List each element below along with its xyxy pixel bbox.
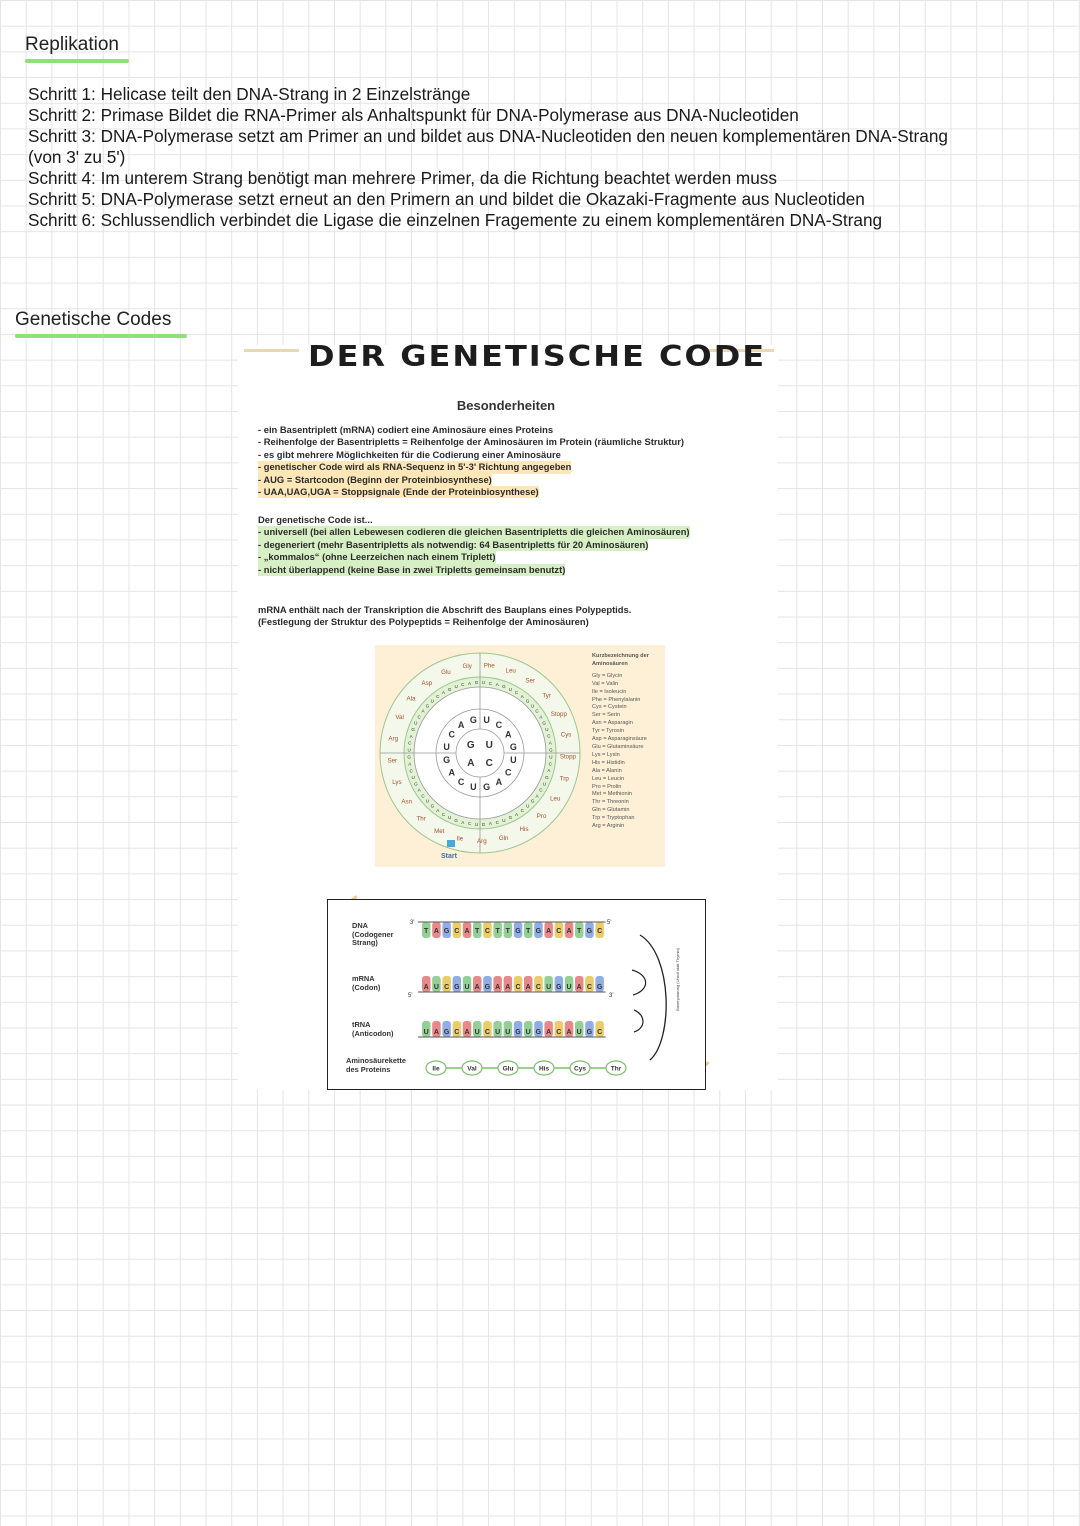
wheel-amino-label: His [519, 826, 529, 834]
code-wheel [375, 645, 585, 867]
wheel-base-inner: U [485, 739, 493, 751]
side-note: Basenpaarung (Uracil statt Thymin) [675, 948, 680, 1011]
list-item: - Reihenfolge der Basentripletts = Reihenfolge der Aminosäuren im Protein (räumliche Struktur) [258, 436, 685, 448]
legend-entry: Trp = Tryptophan [592, 815, 635, 822]
wheel-amino-label: Cys [560, 731, 572, 739]
trna-letter: G [535, 1029, 542, 1036]
code-sun-diagram [375, 645, 665, 867]
amino-acid-label: His [538, 1065, 550, 1073]
trna-letter: C [454, 1029, 460, 1036]
amino-acid-label: Ile [432, 1065, 440, 1073]
mrna-end-3: 3' [609, 993, 614, 999]
wheel-base-third: U [502, 817, 506, 823]
wheel-amino-label: Arg [388, 735, 399, 743]
mrna-letter: C [586, 984, 592, 991]
wheel-base-third: A [409, 733, 413, 739]
list-title: Der genetische Code ist... [258, 514, 373, 525]
wheel-amino-label: Pro [536, 812, 547, 820]
wheel-base-third: U [414, 720, 418, 726]
arrow-curve [634, 1010, 643, 1032]
wheel-base-third: C [535, 708, 539, 714]
wheel-base-third: U [430, 698, 434, 704]
wheel-base-second: U [483, 715, 490, 726]
wheel-base-third: G [430, 803, 435, 809]
wheel-base-second: G [469, 715, 477, 726]
wheel-base-second: U [470, 781, 477, 792]
wheel-base-third: G [474, 680, 479, 686]
wheel-amino-label: Ser [387, 757, 398, 765]
step-line: Schritt 1: Helicase teilt den DNA-Strang in 2 Einzelstränge [28, 84, 471, 104]
wheel-amino-label: Stopp [559, 753, 577, 761]
legend-entry: Ile = Isoleucin [592, 688, 627, 695]
sheet-title: DER GENETISCHE CODE [308, 338, 767, 374]
wheel-base-third: C [547, 733, 551, 739]
mrna-letter: A [474, 984, 480, 991]
dna-letter: T [577, 928, 582, 935]
step-line: Schritt 6: Schlussendlich verbindet die Ligase die einzelnen Fragemente zu einem komplementären DNA-Strang [28, 210, 883, 230]
wheel-base-third: U [407, 747, 411, 753]
wheel-base-third: G [411, 727, 415, 733]
dna-letter: T [475, 928, 480, 935]
list-item: - es gibt mehrere Möglichkeiten für die Codierung einer Aminosäure [258, 448, 561, 460]
mrna-letter: G [596, 984, 603, 991]
amino-chain-label: Aminosäurekette des Proteins [346, 1056, 406, 1074]
wheel-base-third: U [542, 781, 546, 787]
mrna-paragraph [258, 604, 631, 629]
start-marker [447, 840, 455, 847]
wheel-base-third: U [425, 798, 430, 804]
trna-letter: C [556, 1029, 562, 1036]
legend-entry: Thr = Threonin [592, 799, 629, 806]
wheel-base-third: A [539, 714, 543, 720]
wheel-base-inner: C [485, 758, 493, 770]
legend-entry: Ala = Alanin [592, 767, 622, 774]
arrow-curve [632, 970, 646, 995]
legend-entry: Ser = Serin [592, 712, 621, 719]
mrna-letter: A [423, 984, 429, 991]
trna-letter: U [474, 1029, 480, 1036]
wheel-base-second: C [495, 720, 503, 731]
trna-letter: C [597, 1029, 603, 1036]
wheel-base-second: G [509, 741, 517, 752]
dna-label: DNA (Codogener Strang) [352, 921, 394, 947]
dna-letter: C [556, 928, 562, 935]
wheel-base-third: U [454, 684, 458, 690]
wheel-base-third: G [549, 747, 553, 753]
legend-entry: Leu = Leucin [592, 775, 625, 782]
list-item: - AUG = Startcodon (Beginn der Proteinbiosynthese) [258, 473, 492, 485]
legend-entry: Gln = Glutamin [592, 807, 630, 814]
mrna-letter: C [444, 984, 450, 991]
trna-letter: G [515, 1029, 521, 1036]
wheel-base-third: A [461, 819, 465, 825]
list-item: - „kommalos“ (ohne Leerzeichen nach einem Triplett) [258, 551, 496, 563]
mrna-letter: A [495, 984, 501, 991]
wheel-amino-label: Phe [483, 662, 495, 670]
wheel-base-third: G [425, 703, 430, 709]
wheel-base-second: A [495, 776, 503, 787]
wheel-base-third: G [414, 781, 418, 787]
wheel-amino-label: Stopp [550, 710, 567, 718]
wheel-base-third: G [502, 684, 506, 690]
wheel-base-third: A [535, 793, 539, 799]
wheel-base-third: G [481, 821, 486, 827]
dna-letter: T [424, 928, 429, 935]
wheel-base-third: C [514, 690, 519, 696]
trna-letter: G [586, 1029, 593, 1036]
wheel-amino-label: Glu [441, 668, 451, 676]
wheel-amino-label: Ile [456, 835, 464, 843]
wheel-base-third: C [461, 682, 465, 688]
legend-entry: Met = Methionin [592, 791, 632, 798]
wheel-amino-label: Trp [559, 775, 569, 783]
amino-acid-label: Thr [610, 1065, 622, 1073]
wheel-amino-label: Thr [416, 815, 426, 823]
wheel-base-third: A [547, 768, 551, 774]
trna-letter: U [525, 1029, 531, 1036]
wheel-base-second: G [483, 781, 491, 792]
wheel-base-third: C [548, 761, 552, 767]
wheel-base-second: G [443, 755, 451, 766]
arrow-curve [640, 935, 666, 1060]
wheel-base-third: A [468, 680, 472, 686]
wheel-base-third: U [481, 680, 486, 686]
legend-entry: Pro = Prolin [592, 783, 622, 790]
wheel-amino-label: Tyr [542, 692, 551, 700]
mrna-letter: U [433, 984, 439, 991]
trna-letter: G [443, 1029, 450, 1036]
wheel-base-third: A [421, 708, 425, 714]
wheel-amino-label: Leu [505, 667, 516, 675]
wheel-base-third: U [411, 774, 415, 780]
list-item: - degeneriert (mehr Basentripletts als notwendig: 64 Basentripletts für 20 Aminosäuren) [258, 538, 649, 550]
trna-label: tRNA (Anticodon) [352, 1020, 394, 1038]
wheel-base-second: U [443, 741, 450, 752]
wheel-amino-label: Ser [525, 677, 536, 685]
legend-entry: Phe = Phenylalanin [592, 696, 641, 703]
amino-acid-label: Val [467, 1065, 477, 1073]
dna-letter: G [586, 928, 593, 935]
step-line: (von 3' zu 5') [28, 147, 126, 167]
dna-letter: T [495, 928, 500, 935]
wheel-base-third: U [448, 815, 452, 821]
mrna-letter: U [546, 984, 552, 991]
legend-entry: Asp = Asparaginsäure [592, 736, 647, 743]
wheel-base-third: C [467, 821, 472, 827]
dna-letter: C [597, 928, 603, 935]
list-item: - ein Basentriplett (mRNA) codiert eine Aminosäure eines Proteins [258, 424, 554, 435]
mrna-label: mRNA (Codon) [352, 974, 381, 992]
dna-letter: C [454, 928, 460, 935]
wheel-base-third: C [495, 819, 499, 825]
wheel-base-third: C [408, 740, 412, 746]
legend-entry: His = Histidin [592, 759, 625, 766]
wheel-base-third: A [436, 808, 440, 814]
wheel-base-third: U [545, 727, 549, 733]
list-item: - universell (bei allen Lebewesen codieren die gleichen Basentripletts die gleichen Aminosäuren) [258, 526, 690, 538]
wheel-amino-label: Ala [406, 695, 416, 703]
dna-end-5: 5' [607, 920, 612, 926]
mrna-letter: A [505, 984, 511, 991]
trna-letter: U [423, 1029, 429, 1036]
amino-acid-legend [592, 653, 656, 831]
wheel-base-second: A [505, 729, 512, 740]
wheel-base-third: C [539, 787, 543, 793]
wheel-center [456, 729, 504, 777]
wheel-base-third: U [508, 686, 512, 692]
dna-letter: A [566, 928, 572, 935]
wheel-amino-label: Val [395, 714, 404, 722]
mrna-letter: U [464, 984, 470, 991]
wheel-base-third: A [548, 740, 552, 746]
mrna-letter: G [556, 984, 562, 991]
dna-letter: T [505, 928, 510, 935]
wheel-base-third: C [409, 768, 413, 774]
legend-entry: Lys = Lysin [592, 751, 620, 758]
legend-entry: Glu = Glutaminsäure [592, 743, 644, 750]
dna-letter: G [535, 928, 542, 935]
start-label: Start [441, 853, 457, 860]
legend-title: Kurzbezeichnung der Aminosäuren [592, 653, 649, 667]
step-line: Schritt 5: DNA-Polymerase setzt erneut an den Primern an und bildet die Okazaki-Fragmente aus Nucleotiden [28, 189, 865, 209]
trna-letter: U [505, 1029, 511, 1036]
wheel-base-third: C [488, 680, 493, 686]
wheel-amino-label: Asn [401, 798, 413, 806]
dna-letter: A [433, 928, 439, 935]
transcription-diagram [327, 899, 706, 1090]
code-ist-list [258, 514, 690, 576]
dna-letter: C [484, 928, 490, 935]
besonderheiten-list [258, 424, 684, 498]
dna-letter: G [515, 928, 521, 935]
besonderheiten-title: Besonderheiten [456, 398, 556, 413]
dna-letter: A [464, 928, 470, 935]
mrna-letter: C [535, 984, 541, 991]
wheel-base-third: A [515, 811, 519, 817]
wheel-base-third: C [436, 693, 440, 699]
wheel-amino-label: Leu [550, 795, 561, 803]
dna-end-3: 3' [410, 920, 415, 926]
wheel-base-third: C [421, 793, 425, 799]
legend-entry: Cys = Cystein [592, 704, 627, 711]
trna-letter: U [576, 1029, 582, 1036]
list-item: - genetischer Code wird als RNA-Sequenz in 5'-3' Richtung angegeben [258, 461, 572, 473]
list-item: - nicht überlappend (keine Base in zwei Tripletts gemeinsam benutzt) [258, 563, 566, 575]
replication-steps [28, 84, 1038, 231]
wheel-base-third: U [549, 754, 553, 760]
wheel-base-third: G [545, 774, 549, 780]
wheel-base-second: C [457, 776, 465, 787]
wheel-base-third: C [417, 714, 421, 720]
wheel-amino-label: Gly [462, 662, 472, 670]
trna-letter: U [495, 1029, 501, 1036]
dna-letter: T [526, 928, 531, 935]
mrna-letter: A [576, 984, 582, 991]
wheel-base-third: C [520, 808, 524, 814]
amino-acid-label: Glu [502, 1065, 514, 1073]
wheel-amino-label: Arg [477, 837, 487, 845]
trna-letter: A [546, 1029, 552, 1036]
wheel-base-second: U [510, 755, 517, 766]
trna-letter: A [464, 1029, 470, 1036]
trna-letter: C [484, 1029, 490, 1036]
wheel-base-second: A [448, 767, 455, 778]
amino-acid-label: Cys [574, 1065, 586, 1073]
wheel-base-third: U [474, 821, 479, 827]
wheel-base-third: G [407, 754, 411, 760]
wheel-base-third: G [447, 686, 452, 692]
text-line: (Festlegung der Struktur des Polypeptids = Reihenfolge der Aminosäuren) [258, 616, 589, 628]
wheel-base-inner: A [467, 758, 475, 770]
mrna-letter: G [454, 984, 460, 991]
list-item: - UAA,UAG,UGA = Stoppsignale (Ende der Proteinbiosynthese) [258, 486, 539, 498]
wheel-base-third: A [488, 821, 492, 827]
wheel-amino-label: Lys [392, 778, 402, 786]
mrna-letter: G [484, 984, 491, 991]
legend-entry: Tyr = Tyrosin [592, 728, 625, 735]
legend-entry: Gly = Glycin [592, 672, 623, 679]
mrna-letter: A [525, 984, 531, 991]
dna-letter: A [546, 928, 552, 935]
wheel-base-second: C [448, 729, 455, 740]
wheel-amino-label: Asp [421, 679, 433, 687]
wheel-base-third: G [454, 817, 458, 823]
wheel-base-third: G [508, 815, 513, 821]
trna-letter: A [433, 1029, 439, 1036]
step-line: Schritt 3: DNA-Polymerase setzt am Primer an und bildet aus DNA-Nucleotiden den neuen komplementären DNA-Strang [28, 126, 948, 146]
wheel-base-third: U [526, 803, 530, 809]
wheel-amino-label: Met [434, 827, 445, 835]
legend-entry: Asn = Asparagin [592, 720, 633, 727]
mrna-letter: C [515, 984, 521, 991]
wheel-base-second: A [457, 720, 465, 731]
wheel-base-third: G [530, 798, 535, 804]
wheel-base-third: U [530, 703, 535, 709]
wheel-base-third: C [441, 811, 446, 817]
mrna-letter: U [566, 984, 572, 991]
step-line: Schritt 2: Primase Bildet die RNA-Primer als Anhaltspunkt für DNA-Polymerase aus DNA-Nucleotiden [28, 105, 799, 125]
wheel-base-third: A [495, 682, 499, 688]
mrna-end-5: 5' [408, 993, 413, 999]
step-line: Schritt 4: Im unterem Strang benötigt man mehrere Primer, da die Richtung beachtet werden muss [28, 168, 777, 188]
wheel-base-second: C [505, 767, 512, 778]
replikation-heading: Replikation [25, 34, 129, 63]
text-line: mRNA enthält nach der Transkription die Abschrift des Bauplans eines Polypeptids. [258, 604, 632, 615]
wheel-base-third: A [520, 693, 524, 699]
trna-letter: A [566, 1029, 572, 1036]
legend-entry: Val = Valin [592, 680, 619, 687]
genetische-codes-heading: Genetische Codes [15, 309, 187, 338]
wheel-base-third: A [441, 690, 445, 696]
legend-entry: Arg = Arginin [592, 823, 625, 830]
wheel-base-inner: G [466, 739, 475, 751]
wheel-base-third: A [417, 787, 421, 793]
wheel-base-third: A [408, 761, 412, 767]
wheel-base-third: G [542, 720, 546, 726]
dna-letter: G [443, 928, 450, 935]
wheel-amino-label: Gln [498, 834, 509, 842]
strand-diagram [328, 900, 705, 1089]
wheel-base-third: G [525, 698, 530, 704]
